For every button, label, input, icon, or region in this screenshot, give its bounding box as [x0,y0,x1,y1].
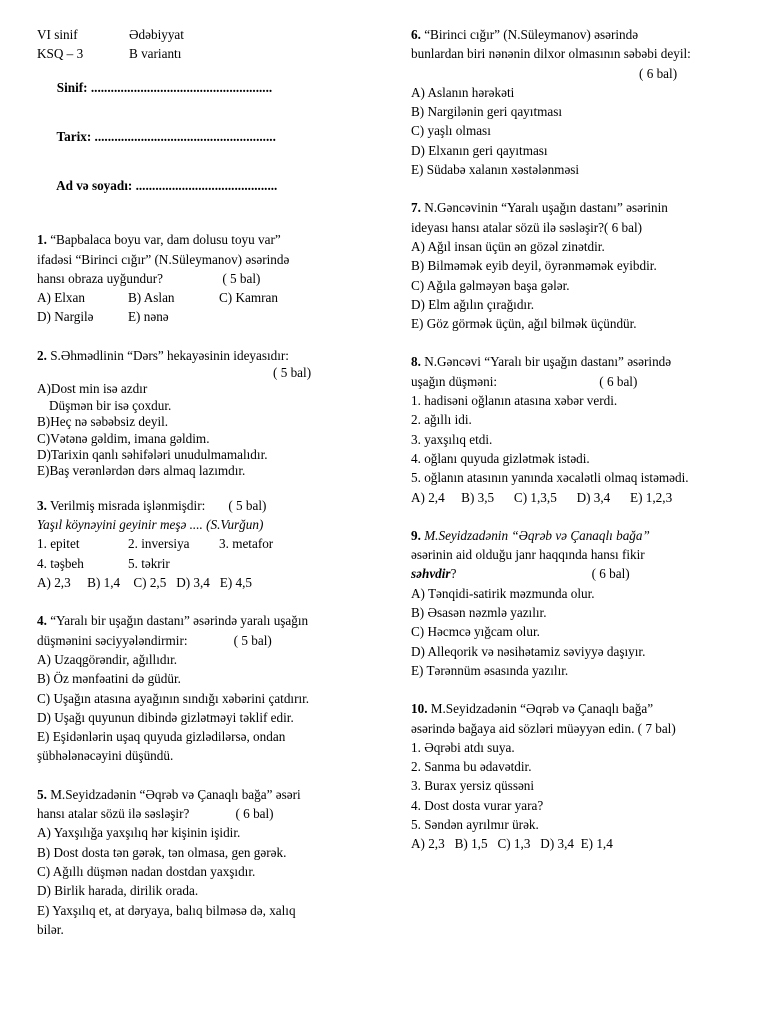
question-text: ideyası hansı atalar sözü ilə səsləşir?( 6 bal) [411,219,643,235]
question-text: əsərində bağaya aid sözləri müəyyən edin. ( 7 bal) [411,720,676,736]
answer-option-a[interactable]: A) Yaxşılığa yaxşılıq hər kişinin işidir. [37,825,241,841]
question-points: ( 6 bal) [639,65,678,81]
question-text: hansı atalar sözü ilə səsləşir? ( 6 bal) [37,806,274,822]
question-3 [37,496,373,592]
question-5 [37,785,373,939]
answer-option-e[interactable]: E) Yaxşılıq et, at dəryaya, balıq bilməsə də, xalıq [37,902,296,918]
answer-option-d[interactable]: D) Elxanın geri qayıtması [411,142,548,158]
option-1: 1. epitet [37,536,80,552]
question-text: M.Seyidzadənin “Əqrəb və Çanaqlı bağa” əsəri [46,786,301,802]
answer-option-e[interactable]: E) Südabə xalanın xəstələnməsi [411,162,580,178]
grade-label: VI sinif [37,27,78,42]
option-3: 3. yaxşılıq etdi. [411,431,493,447]
answer-option-a[interactable]: A) Aslanın hərəkəti [411,84,515,100]
answer-option-a[interactable]: A) Uzaqgörəndir, ağıllıdır. [37,651,178,667]
option-5: 5. Səndən ayrılmır ürək. [411,816,539,832]
answer-option-e[interactable]: E) Göz görmək üçün, ağıl bilmək üçündür. [411,316,637,332]
emphasis-word: səhvdir [411,566,451,582]
answer-option-b[interactable]: B) Öz mənfəatini də güdür. [37,671,181,687]
left-column [37,25,373,958]
question-text: S.Əhmədlinin “Dərs” hekayəsinin ideyasıdır: [46,347,289,363]
question-text: bunlardan biri nənənin dilxor olmasının səbəbi deyil: [411,46,691,62]
option-1: 1. Əqrəbi atdı suya. [411,739,515,755]
question-text: “Bapbalaca boyu var, dam dolusu toyu var” [46,232,281,248]
answer-option-e-continued: şübhələnəcəyini düşündü. [37,748,174,764]
answer-option-b[interactable]: B) Nargilənin geri qayıtması [411,104,563,120]
question-text: N.Gəncəvinin “Yaralı uşağın dastanı” əsərinin [420,200,668,216]
answer-option-e-continued: bilər. [37,921,64,937]
question-1 [37,230,373,326]
answer-options[interactable]: A) 2,3 B) 1,5 C) 1,3 D) 3,4 E) 1,4 [411,836,613,852]
question-points: ( 5 bal) [273,365,312,381]
question-text: Verilmiş misrada işlənmişdir: ( 5 bal) [46,497,267,513]
question-text: uşağın düşməni: ( 6 bal) [411,373,638,389]
answer-option-c[interactable]: C) Ağıla gəlməyən başa gələr. [411,277,570,293]
date-field[interactable]: ....................................................... [91,129,276,145]
answer-option-d[interactable]: D) Elm ağılın çırağıdır. [411,296,535,312]
question-number: 3. [37,497,47,513]
verse-quote: Yaşıl köynəyini geyinir meşə .... (S.Vurğun) [37,517,264,533]
answer-option-c[interactable]: C) Uşağın atasına ayağının sındığı xəbərini çatdırır. [37,690,310,706]
question-number: 8. [411,354,421,370]
answer-options[interactable]: A) 2,4 B) 3,5 C) 1,3,5 D) 3,4 E) 1,2,3 [411,489,673,505]
option-4: 4. Dost dosta vurar yara? [411,797,544,813]
answer-option-b[interactable]: B) Əsasən nəzmlə yazılır. [411,605,547,621]
question-text: M.Seyidzadənin “Əqrəb və Çanaqlı bağa” [427,701,654,717]
answer-option-b[interactable]: B) Aslan [128,290,175,306]
answer-option-c[interactable]: C) Kamran [219,290,278,306]
option-2: 2. Sanma bu ədavətdir. [411,759,532,775]
question-text: “Yaralı bir uşağın dastanı” əsərində yaralı uşağın [46,613,309,629]
answer-option-d[interactable]: D) Uşağı quyunun dibində gizlətməyi təklif edir. [37,709,294,725]
answer-option-b[interactable]: B)Heç nə səbəbsiz deyil. [37,414,169,430]
class-field[interactable]: ....................................................... [87,80,273,95]
option-2: 2. ağıllı idi. [411,412,472,428]
answer-option-b[interactable]: B) Bilməmək eyib deyil, öyrənməmək eyibdir. [411,258,657,274]
date-label: Tarix: [56,129,92,145]
option-2: 2. inversiya [128,536,190,552]
answer-option-d[interactable]: D) Alleqorik və nəsihətamiz səviyyə daşıyır. [411,643,646,659]
answer-option-e[interactable]: E)Baş verənlərdən dərs almaq lazımdır. [37,463,246,479]
answer-option-c[interactable]: C) Ağıllı düşmən nadan dostdan yaxşıdır. [37,863,256,879]
answer-option-a-continued: Düşmən bir isə çoxdur. [49,397,172,413]
question-number: 6. [411,27,421,42]
option-3: 3. Burax yersiz qüssəni [411,778,535,794]
answer-option-d[interactable]: D) Nargilə [37,309,94,325]
question-text: əsərinin aid olduğu janr haqqında hansı fikir [411,547,645,563]
question-9 [411,526,747,680]
class-label: Sinif: [56,80,88,95]
option-3: 3. metafor [219,536,274,552]
test-label: KSQ – 3 [37,46,84,62]
answer-option-d[interactable]: D) Birlik harada, dirilik orada. [37,883,199,899]
option-1: 1. hadisəni oğlanın atasına xəbər verdi. [411,393,618,409]
answer-option-b[interactable]: B) Dost dosta tən gərək, tən olmasa, gen gərək. [37,844,287,860]
answer-option-a[interactable]: A)Dost min isə azdır [37,381,148,397]
question-2 [37,346,373,480]
question-number: 5. [37,786,47,802]
answer-option-a[interactable]: A) Elxan [37,290,85,306]
name-label: Ad və soyadı: [56,178,133,194]
question-6 [411,25,747,179]
answer-option-c[interactable]: C) Həcmcə yığcam olur. [411,624,540,640]
question-number: 1. [37,232,47,248]
variant-label: B variantı [129,46,182,62]
question-text: “Birinci cığır” (N.Süleymanov) əsərində [420,27,639,42]
answer-option-a[interactable]: A) Tənqidi-satirik məzmunda olur. [411,585,595,601]
answer-option-e[interactable]: E) nənə [128,309,169,325]
answer-option-a[interactable]: A) Ağıl insan üçün ən gözəl zinətdir. [411,238,605,254]
name-field[interactable]: ........................................... [132,178,278,194]
option-5: 5. oğlanın atasının yanında xəcalətli olmaq istəmədi. [411,470,689,486]
answer-options[interactable]: A) 2,3 B) 1,4 C) 2,5 D) 3,4 E) 4,5 [37,575,253,591]
question-number: 9. [411,527,421,543]
question-4 [37,611,373,765]
question-text-italic: M.Seyidzadənin “Əqrəb və Çanaqlı bağa” [424,527,650,543]
question-number: 7. [411,200,421,216]
option-5: 5. təkrir [128,555,170,571]
question-8 [411,352,747,506]
answer-option-d[interactable]: D)Tarixin qanlı səhifələri unudulmamalıdır. [37,447,268,463]
subject-label: Ədəbiyyat [129,27,184,42]
question-text: ? ( 6 bal) [450,566,630,582]
question-number: 4. [37,613,47,629]
question-number: 10. [411,701,428,717]
answer-option-e[interactable]: E) Eşidənlərin uşaq quyuda gizlədilərsə, ondan [37,729,286,745]
answer-option-c[interactable]: C)Vətənə gəldim, imana gəldim. [37,430,210,446]
option-4: 4. təşbeh [37,555,84,571]
question-number: 2. [37,347,47,363]
question-text: düşmənini səciyyələndirmir: ( 5 bal) [37,632,272,648]
question-text: hansı obraza uyğundur? ( 5 bal) [37,270,261,286]
option-4: 4. oğlanı quyuda gizlətmək istədi. [411,450,590,466]
answer-option-c[interactable]: C) yaşlı olması [411,123,491,139]
right-column [411,25,747,873]
question-text: N.Gəncəvi “Yaralı bir uşağın dastanı” əsərində [420,354,672,370]
answer-option-e[interactable]: E) Tərənnüm əsasında yazılır. [411,662,569,678]
question-text: ifadəsi “Birinci cığır” (N.Süleymanov) əsərində [37,251,290,267]
header-block [37,25,373,211]
question-10 [411,699,747,853]
question-7 [411,198,747,333]
